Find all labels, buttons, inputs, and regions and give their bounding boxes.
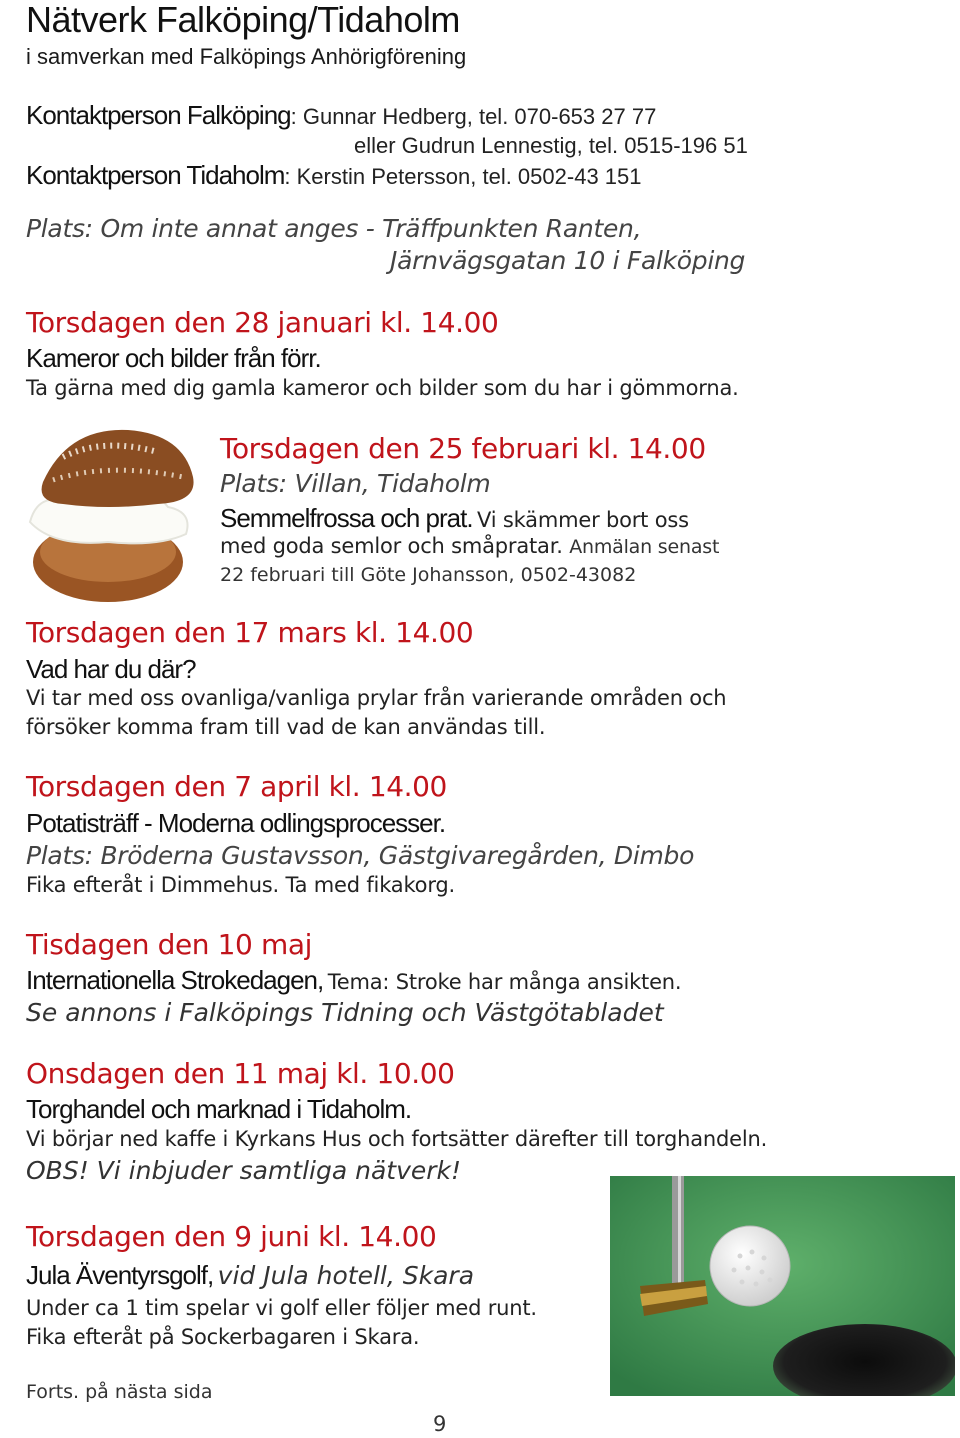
event-description: Vi tar med oss ovanliga/vanliga prylar från varierande områden och [26,686,727,710]
event-location: Plats: Villan, Tidaholm [220,469,491,498]
page-number: 9 [433,1412,447,1436]
event-description: Vi skämmer bort oss [477,508,689,532]
event-note: Anmälan senast [569,536,720,558]
event-note: OBS! Vi inbjuder samtliga nätverk! [26,1156,462,1185]
contact-tidaholm-label: Kontaktperson Tidaholm [26,160,285,190]
contact-falkoping [26,100,656,131]
event-title: Potatisträff - Moderna odlingsprocesser. [26,808,446,838]
event-theme: Tema: Stroke har många ansikten. [327,970,682,994]
default-location-line1: Plats: Om inte annat anges - Träffpunkten Ranten, [26,214,642,243]
event-description: Fika efteråt i Dimmehus. Ta med fikakorg. [26,873,455,897]
semla-image [8,412,208,607]
event-description-line2 [220,534,719,558]
event-description-line2: Fika efteråt på Sockerbagaren i Skara. [26,1325,420,1349]
event-title: Jula Äventyrsgolf, [26,1260,214,1290]
event-note-line2: 22 februari till Göte Johansson, 0502-43082 [220,564,637,586]
event-description: Under ca 1 tim spelar vi golf eller följer med runt. [26,1296,537,1320]
event-location: vid Jula hotell, Skara [217,1261,475,1290]
event-location: Plats: Bröderna Gustavsson, Gästgivaregården, Dimbo [26,841,695,870]
event-date: Torsdagen den 7 april kl. 14.00 [26,770,447,803]
event-description: Vi börjar ned kaffe i Kyrkans Hus och fortsätter därefter till torghandeln. [26,1127,768,1151]
event-date: Torsdagen den 28 januari kl. 14.00 [26,306,499,339]
contact-tidaholm [26,160,642,191]
contact-falkoping-alt: eller Gudrun Lennestig, tel. 0515-196 51 [354,133,748,158]
contact-falkoping-value: : Gunnar Hedberg, tel. 070-653 27 77 [290,104,657,129]
event-title: Kameror och bilder från förr. [26,343,321,373]
event-description-cont: med goda semlor och småpratar. [220,534,563,558]
page-subtitle: i samverkan med Falköpings Anhörigförening [26,44,467,69]
event-title-line [220,503,689,534]
event-title-line [26,1260,474,1291]
event-title-line [26,965,681,996]
contact-tidaholm-value: : Kerstin Petersson, tel. 0502-43 151 [284,164,642,189]
event-date: Onsdagen den 11 maj kl. 10.00 [26,1057,455,1090]
event-note: Se annons i Falköpings Tidning och Västgötabladet [26,998,664,1027]
event-date: Torsdagen den 9 juni kl. 14.00 [26,1220,437,1253]
page-title: Nätverk Falköping/Tidaholm [26,0,460,40]
contact-falkoping-label: Kontaktperson Falköping [26,100,291,130]
event-title: Torghandel och marknad i Tidaholm. [26,1094,412,1124]
event-description: Ta gärna med dig gamla kameror och bilder som du har i gömmorna. [26,376,739,400]
event-date: Torsdagen den 25 februari kl. 14.00 [220,432,706,465]
event-title: Vad har du där? [26,654,196,684]
event-description-line2: försöker komma fram till vad de kan användas till. [26,715,546,739]
event-date: Torsdagen den 17 mars kl. 14.00 [26,616,474,649]
event-title: Semmelfrossa och prat. [220,503,473,533]
continued-note: Forts. på nästa sida [26,1381,213,1403]
golf-image [610,1176,955,1396]
event-title: Internationella Strokedagen, [26,965,324,995]
default-location-line2: Järnvägsgatan 10 i Falköping [390,246,746,275]
event-date: Tisdagen den 10 maj [26,928,312,961]
